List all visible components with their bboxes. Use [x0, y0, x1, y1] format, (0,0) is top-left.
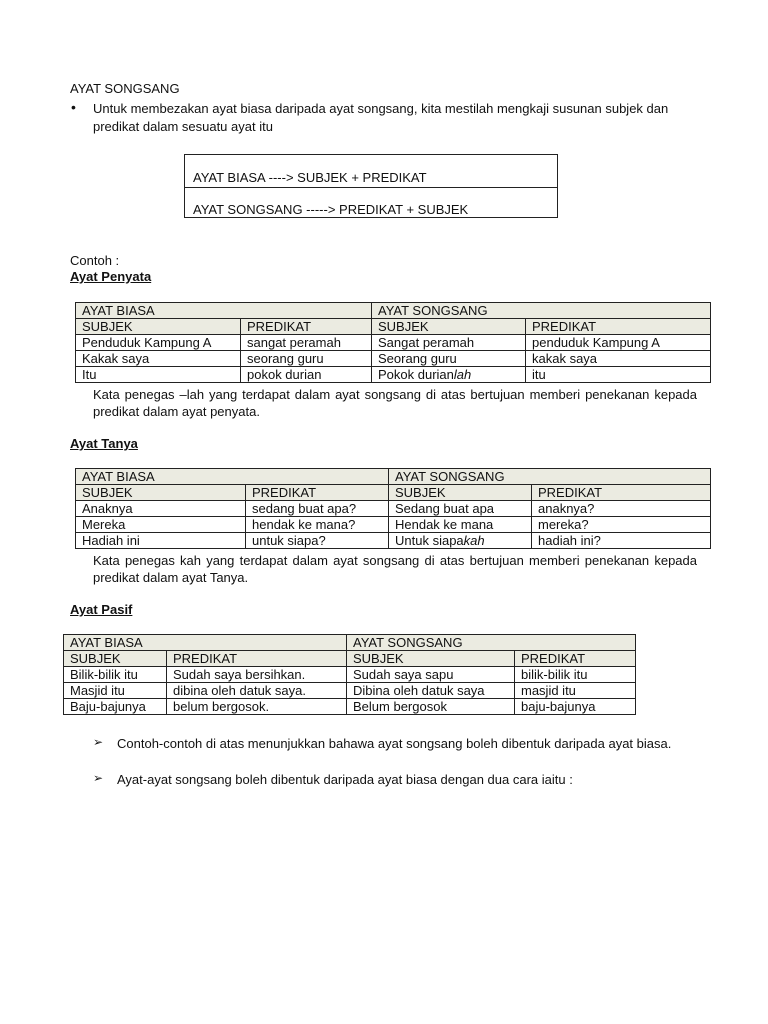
col-header-predikat: PREDIKAT	[246, 485, 389, 501]
col-header-subjek: SUBJEK	[347, 651, 515, 667]
cell-main-text: Untuk siapa	[395, 533, 464, 548]
table-row	[64, 683, 636, 699]
group-header-songsang: AYAT SONGSANG	[372, 303, 711, 319]
group-header-biasa: AYAT BIASA	[76, 303, 372, 319]
formula-divider	[185, 187, 557, 188]
table-row	[64, 667, 636, 683]
table-cell: Mereka	[76, 517, 246, 533]
table-cell: Sudah saya bersihkan.	[167, 667, 347, 683]
group-header-biasa: AYAT BIASA	[76, 469, 389, 485]
table-cell: pokok durian	[241, 367, 372, 383]
formula-biasa: AYAT BIASA ----> SUBJEK + PREDIKAT	[193, 170, 427, 185]
table-cell: hendak ke mana?	[246, 517, 389, 533]
table-cell: kakak saya	[526, 351, 711, 367]
table-cell: anaknya?	[532, 501, 711, 517]
table-row	[76, 533, 711, 549]
table-cell: Masjid itu	[64, 683, 167, 699]
group-header-songsang: AYAT SONGSANG	[389, 469, 711, 485]
col-header-predikat: PREDIKAT	[532, 485, 711, 501]
table-cell	[372, 367, 526, 383]
table-cell: sedang buat apa?	[246, 501, 389, 517]
col-header-predikat: PREDIKAT	[167, 651, 347, 667]
conclusion-text: Ayat-ayat songsang boleh dibentuk daripada ayat biasa dengan dua cara iaitu :	[117, 772, 573, 787]
table-cell: Belum bergosok	[347, 699, 515, 715]
table-cell: masjid itu	[515, 683, 636, 699]
group-header-biasa: AYAT BIASA	[64, 635, 347, 651]
note-tanya: Kata penegas kah yang terdapat dalam ayat songsang di atas bertujuan memberi penekanan kepada predikat dalam ayat Tanya.	[93, 553, 697, 585]
col-header-subjek: SUBJEK	[64, 651, 167, 667]
table-cell: belum bergosok.	[167, 699, 347, 715]
heading-ayat-tanya: Ayat Tanya	[70, 436, 138, 451]
table-cell: Bilik-bilik itu	[64, 667, 167, 683]
table-cell: Sedang buat apa	[389, 501, 532, 517]
table-row	[76, 335, 711, 351]
table-cell: Sangat peramah	[372, 335, 526, 351]
table-ayat-tanya	[75, 468, 711, 549]
table-row	[76, 367, 711, 383]
formula-songsang: AYAT SONGSANG -----> PREDIKAT + SUBJEK	[193, 202, 469, 217]
table-cell: Penduduk Kampung A	[76, 335, 241, 351]
col-header-subjek: SUBJEK	[389, 485, 532, 501]
table-row	[64, 699, 636, 715]
arrow-bullet-icon: ➢	[93, 771, 104, 785]
table-cell: Kakak saya	[76, 351, 241, 367]
col-header-predikat: PREDIKAT	[526, 319, 711, 335]
table-cell: Seorang guru	[372, 351, 526, 367]
col-header-predikat: PREDIKAT	[241, 319, 372, 335]
emphasis-suffix: lah	[453, 367, 472, 382]
table-cell: dibina oleh datuk saya.	[167, 683, 347, 699]
table-ayat-penyata	[75, 302, 711, 383]
table-row	[76, 501, 711, 517]
arrow-bullet-icon: ➢	[93, 735, 104, 749]
intro-text: Untuk membezakan ayat biasa daripada ayat songsang, kita mestilah mengkaji susunan subjek dan predikat dalam sesuatu ayat itu	[93, 101, 669, 134]
note-penyata: Kata penegas –lah yang terdapat dalam ayat songsang di atas bertujuan memberi penekanan kepada predikat dalam ayat penyata.	[93, 387, 697, 419]
col-header-subjek: SUBJEK	[372, 319, 526, 335]
conclusion-item	[93, 771, 715, 789]
table-cell: Sudah saya sapu	[347, 667, 515, 683]
table-cell: Anaknya	[76, 501, 246, 517]
table-row	[76, 517, 711, 533]
table-cell	[389, 533, 532, 549]
table-cell: hadiah ini?	[532, 533, 711, 549]
group-header-songsang: AYAT SONGSANG	[347, 635, 636, 651]
table-cell: sangat peramah	[241, 335, 372, 351]
bullet-icon: •	[71, 99, 76, 115]
conclusion-text: Contoh-contoh di atas menunjukkan bahawa ayat songsang boleh dibentuk daripada ayat biasa.	[117, 736, 672, 751]
formula-box	[184, 154, 558, 218]
table-cell: itu	[526, 367, 711, 383]
table-cell: untuk siapa?	[246, 533, 389, 549]
table-cell: bilik-bilik itu	[515, 667, 636, 683]
table-cell: Dibina oleh datuk saya	[347, 683, 515, 699]
table-ayat-pasif	[63, 634, 636, 715]
table-cell: Itu	[76, 367, 241, 383]
cell-main-text: Pokok durian	[378, 367, 454, 382]
heading-ayat-pasif: Ayat Pasif	[70, 602, 133, 617]
table-row	[76, 351, 711, 367]
table-cell: Hadiah ini	[76, 533, 246, 549]
conclusion-item	[93, 735, 715, 769]
col-header-subjek: SUBJEK	[76, 485, 246, 501]
emphasis-suffix: kah	[463, 533, 485, 548]
contoh-label: Contoh :	[70, 253, 120, 268]
table-cell: penduduk Kampung A	[526, 335, 711, 351]
table-cell: mereka?	[532, 517, 711, 533]
table-cell: seorang guru	[241, 351, 372, 367]
table-cell: Hendak ke mana	[389, 517, 532, 533]
col-header-predikat: PREDIKAT	[515, 651, 636, 667]
heading-ayat-penyata: Ayat Penyata	[70, 269, 152, 284]
table-cell: baju-bajunya	[515, 699, 636, 715]
col-header-subjek: SUBJEK	[76, 319, 241, 335]
table-cell: Baju-bajunya	[64, 699, 167, 715]
page-title: AYAT SONGSANG	[70, 81, 180, 96]
